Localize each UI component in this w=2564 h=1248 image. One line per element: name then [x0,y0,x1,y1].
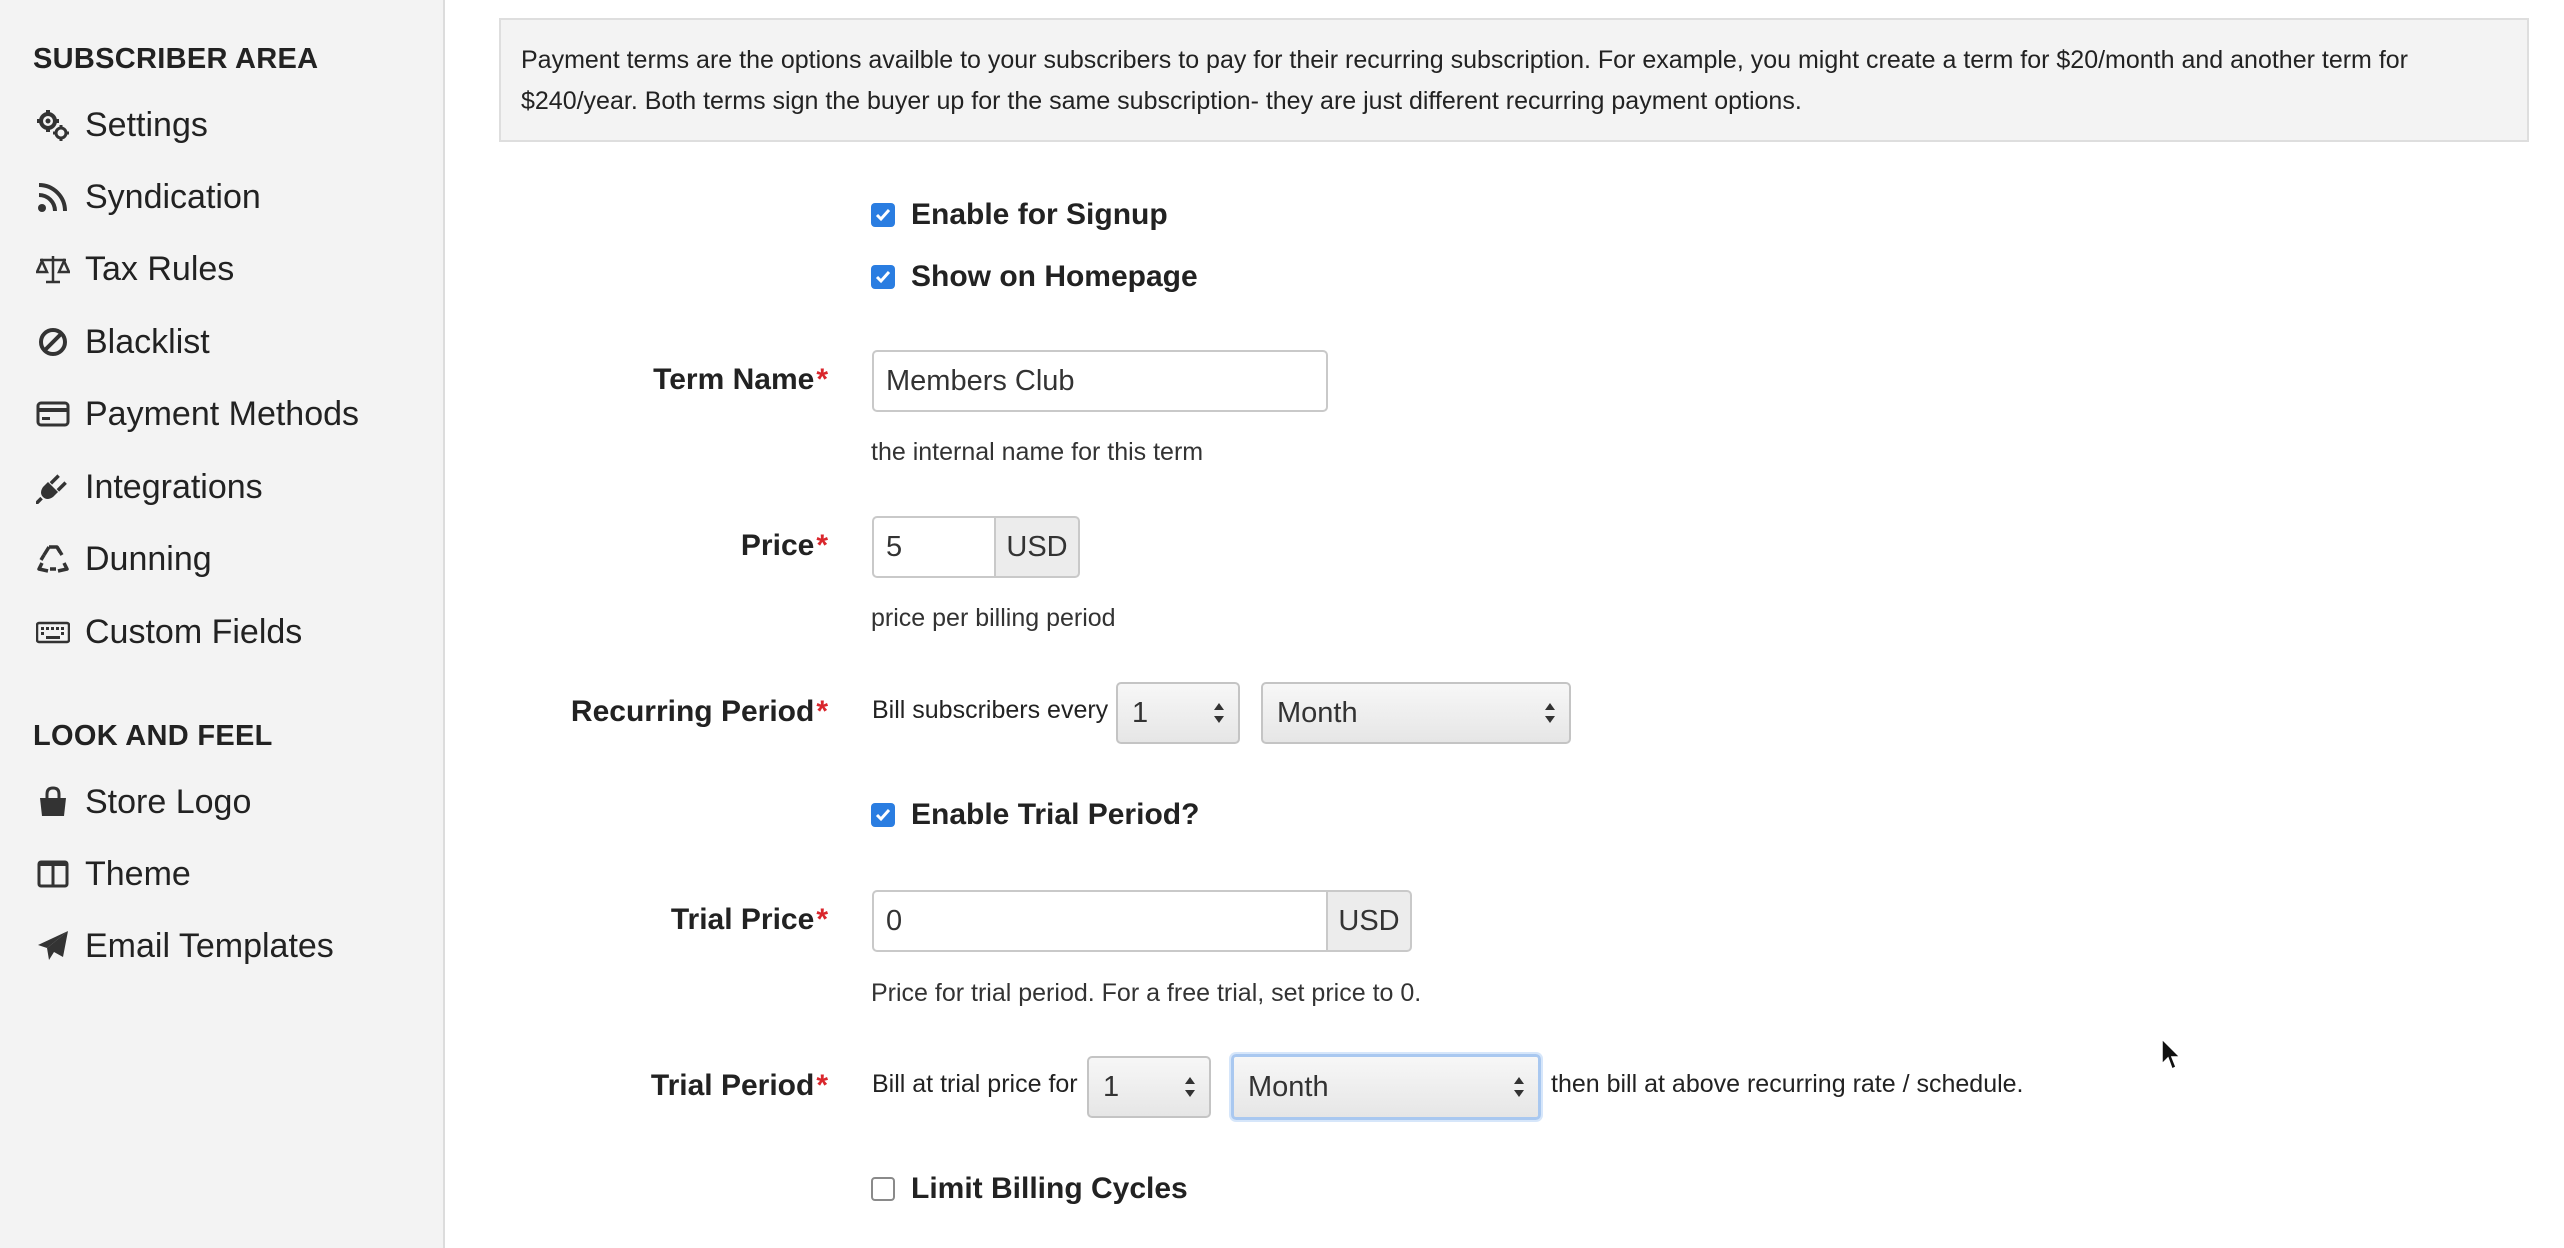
sidebar-item-syndication[interactable] [33,171,261,223]
check-icon [874,206,892,224]
term-name-label-text: Term Name [653,363,815,396]
select-arrows-icon [1183,1074,1197,1100]
rss-icon [33,177,73,217]
enable-signup-checkbox[interactable] [871,203,895,227]
sidebar-item-label: Store Logo [85,782,252,821]
price-label [741,529,828,563]
price-currency-addon: USD [996,516,1080,578]
sidebar-item-label: Blacklist [85,322,210,361]
ban-icon [33,322,73,362]
sidebar-item-custom-fields[interactable] [33,606,302,658]
sidebar-item-label: Integrations [85,467,263,506]
sidebar-item-integrations[interactable] [33,461,263,513]
sidebar-item-label: Email Templates [85,926,334,965]
payment-terms-info-box: Payment terms are the options availble to your subscribers to pay for their recurring subscription. For example, you might create a term for $20/month and another term for $240/year. Both terms sign the buyer up for the same subscription- they are just different recurring payment options. [499,18,2529,142]
limit-billing-label: Limit Billing Cycles [911,1172,1188,1205]
mouse-cursor-icon [2161,1038,2183,1072]
columns-icon [33,854,73,894]
select-arrows-icon [1543,700,1557,726]
recurring-count-select[interactable] [1116,682,1240,744]
sidebar-item-dunning[interactable] [33,533,212,585]
balance-scale-icon [33,249,73,289]
recurring-period-prefix: Bill subscribers every [872,696,1109,724]
enable-signup-label: Enable for Signup [911,198,1168,231]
enable-trial-row[interactable] [871,798,1199,832]
recycle-icon [33,539,73,579]
price-help: price per billing period [871,604,1116,632]
check-icon [874,268,892,286]
sidebar-item-blacklist[interactable] [33,316,210,368]
trial-price-label-text: Trial Price [670,903,815,936]
enable-trial-checkbox[interactable] [871,803,895,827]
term-name-input[interactable] [872,350,1328,412]
required-mark: * [816,903,828,936]
select-arrows-icon [1512,1074,1526,1100]
required-mark: * [816,1069,828,1102]
sidebar-item-label: Settings [85,105,208,144]
subscriber-area-heading: SUBSCRIBER AREA [33,43,319,75]
trial-period-label-text: Trial Period [650,1069,815,1102]
recurring-period-label-text: Recurring Period [570,695,815,728]
required-mark: * [816,529,828,562]
trial-count-select[interactable] [1087,1056,1211,1118]
credit-card-icon [33,394,73,434]
trial-period-label [651,1069,828,1103]
trial-price-input[interactable] [872,890,1328,952]
gears-icon [33,105,73,145]
term-name-help: the internal name for this term [871,438,1204,466]
keyboard-icon [33,612,73,652]
sidebar-item-email-templates[interactable] [33,920,334,972]
term-name-label [653,363,828,397]
trial-unit-value: Month [1248,1070,1329,1103]
trial-price-help: Price for trial period. For a free trial, set price to 0. [871,979,1422,1007]
sidebar-item-label: Tax Rules [85,249,235,288]
sidebar-item-label: Custom Fields [85,612,303,651]
paper-plane-icon [33,926,73,966]
shopping-bag-icon [33,782,73,822]
price-input[interactable] [872,516,996,578]
trial-price-currency-addon: USD [1328,890,1412,952]
look-and-feel-heading: LOOK AND FEEL [33,720,273,752]
required-mark: * [816,363,828,396]
price-label-text: Price [740,529,815,562]
limit-billing-checkbox[interactable] [871,1177,895,1201]
recurring-count-value: 1 [1132,696,1149,729]
show-homepage-label: Show on Homepage [911,260,1198,293]
sidebar-item-payment-methods[interactable] [33,388,359,440]
trial-period-prefix: Bill at trial price for [872,1070,1078,1098]
limit-billing-row[interactable] [871,1172,1188,1206]
trial-period-suffix: then bill at above recurring rate / schedule. [1551,1070,2024,1098]
check-icon [874,806,892,824]
sidebar-item-tax-rules[interactable] [33,243,234,295]
recurring-unit-value: Month [1277,696,1358,729]
sidebar-item-label: Dunning [85,539,212,578]
plug-icon [33,467,73,507]
show-homepage-checkbox[interactable] [871,265,895,289]
trial-unit-select[interactable] [1231,1054,1541,1120]
sidebar-item-store-logo[interactable] [33,776,251,828]
sidebar [0,0,445,1248]
main-content [445,0,2564,1248]
enable-signup-row[interactable] [871,198,1168,232]
sidebar-item-label: Theme [85,854,191,893]
recurring-period-label [571,695,828,729]
trial-price-label [671,903,828,937]
trial-count-value: 1 [1103,1070,1120,1103]
sidebar-item-label: Syndication [85,177,261,216]
show-homepage-row[interactable] [871,260,1198,294]
enable-trial-label: Enable Trial Period? [911,798,1200,831]
sidebar-item-settings[interactable] [33,99,208,151]
select-arrows-icon [1212,700,1226,726]
recurring-unit-select[interactable] [1261,682,1571,744]
sidebar-item-label: Payment Methods [85,394,360,433]
required-mark: * [816,695,828,728]
sidebar-item-theme[interactable] [33,848,191,900]
